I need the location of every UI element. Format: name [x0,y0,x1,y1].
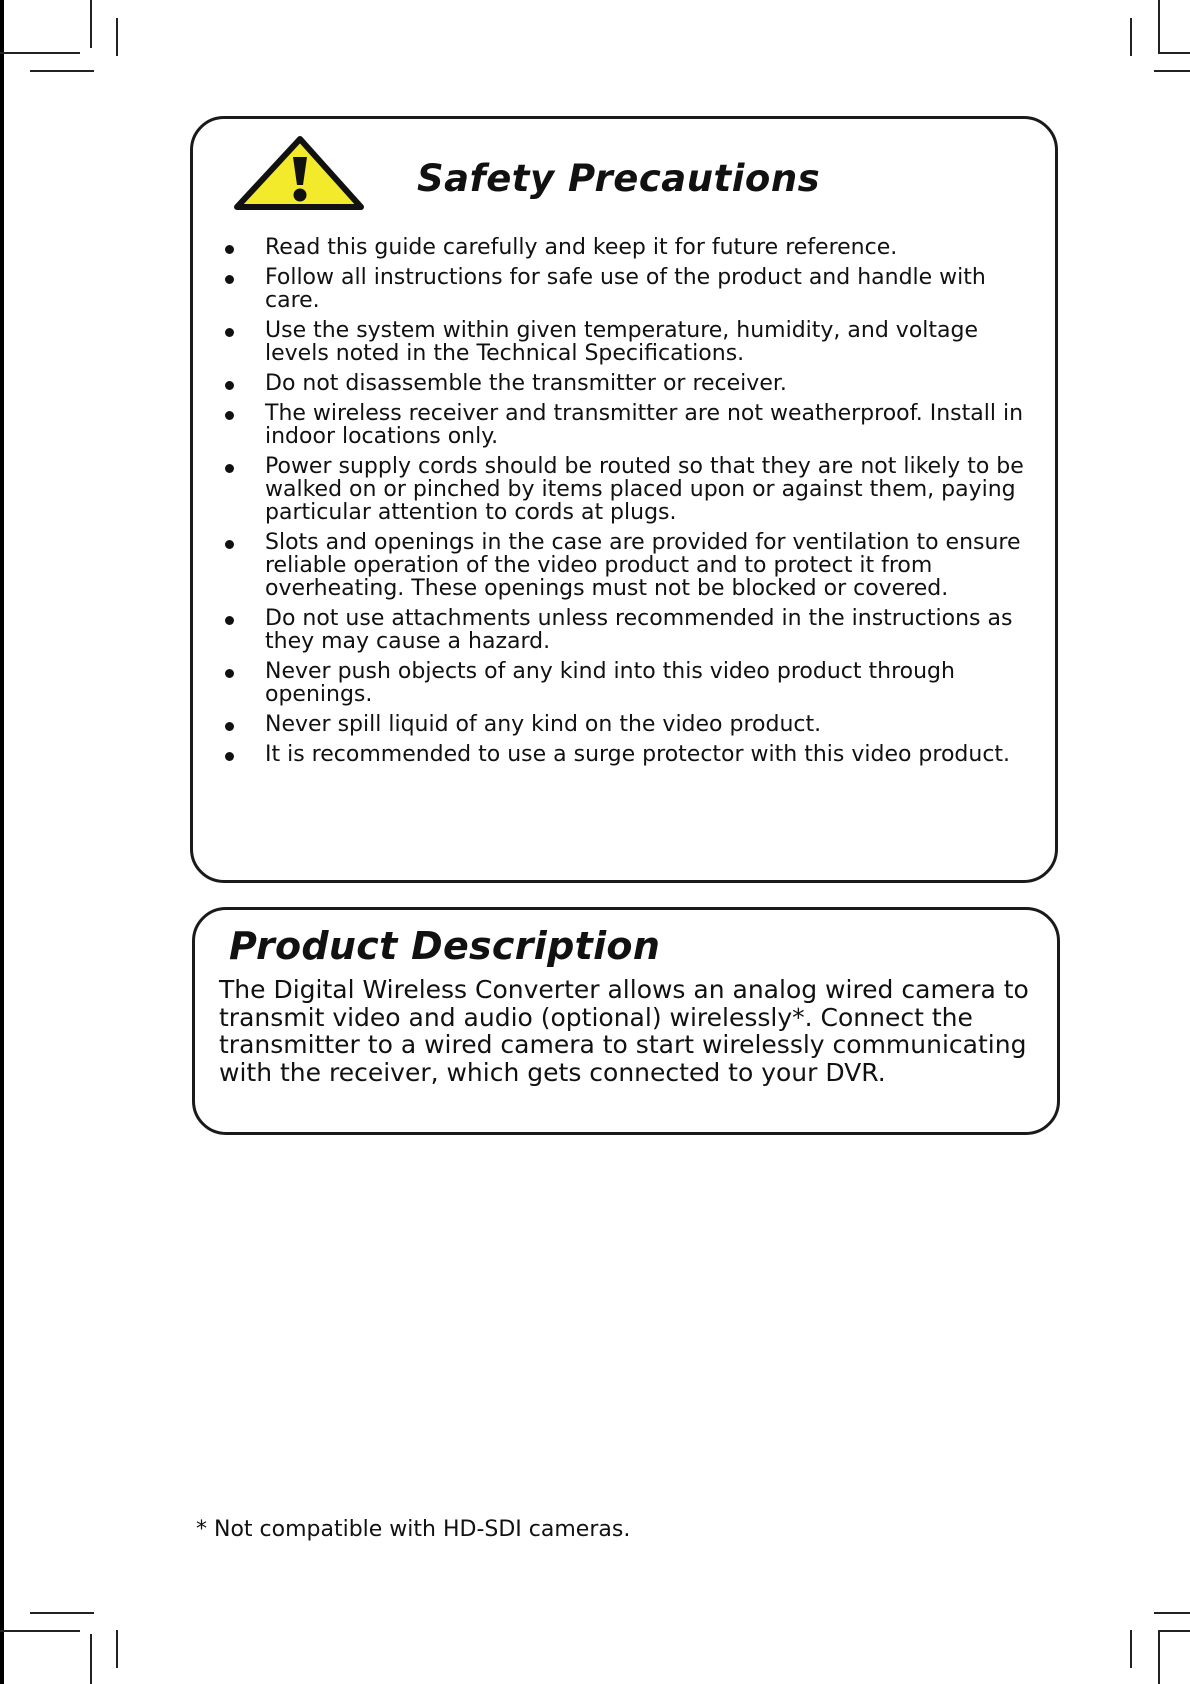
bullet-icon [225,328,234,337]
list-item [223,660,1033,706]
page-edge [0,0,4,1684]
list-item-text: Use the system within given temperature, humidity, and voltage levels noted in the Technical Specifications. [265,318,979,366]
bullet-icon [225,669,234,678]
list-item [223,455,1033,524]
list-item-text: Never push objects of any kind into this video product through openings. [265,659,955,707]
product-title: Product Description [229,924,661,968]
list-item-text: Read this guide carefully and keep it for future reference. [265,235,898,260]
bullet-icon [225,464,234,473]
list-item-text: Never spill liquid of any kind on the video product. [265,712,822,737]
bullet-icon [225,540,234,549]
list-item-text: It is recommended to use a surge protector with this video product. [265,742,1011,767]
bullet-icon [225,381,234,390]
bullet-icon [225,411,234,420]
list-item [223,266,1033,312]
list-item [223,743,1033,766]
list-item-text: Do not disassemble the transmitter or receiver. [265,371,787,396]
footnote: * Not compatible with HD-SDI cameras. [196,1517,631,1542]
safety-precautions-box [190,116,1058,883]
product-description-box [192,907,1060,1135]
list-item [223,531,1033,600]
list-item [223,402,1033,448]
bullet-icon [225,275,234,284]
list-item [223,236,1033,259]
bullet-icon [225,752,234,761]
safety-list [223,236,1033,773]
list-item-text: Power supply cords should be routed so that they are not likely to be walked on or pinched by items placed upon or against them, paying particular attention to cords at plugs. [265,454,1024,525]
list-item-text: Do not use attachments unless recommended in the instructions as they may cause a hazard. [265,606,1013,654]
list-item [223,607,1033,653]
bullet-icon [225,616,234,625]
warning-triangle-icon [233,135,367,211]
list-item-text: Follow all instructions for safe use of the product and handle with care. [265,265,986,313]
list-item-text: The wireless receiver and transmitter are not weatherproof. Install in indoor locations only. [265,401,1024,449]
list-item [223,713,1033,736]
bullet-icon [225,245,234,254]
product-description-text: The Digital Wireless Converter allows an analog wired camera to transmit video and audio (optional) wirelessly*. Connect the transmitter to a wired camera to start wirelessly communicating with the receiver, which gets connected to your DVR. [219,975,1029,1087]
bullet-icon [225,722,234,731]
list-item-text: Slots and openings in the case are provided for ventilation to ensure reliable operation of the video product and to protect it from overheating. These openings must not be blocked or covered. [265,530,1021,601]
list-item [223,319,1033,365]
list-item [223,372,1033,395]
safety-title: Safety Precautions [417,157,821,200]
